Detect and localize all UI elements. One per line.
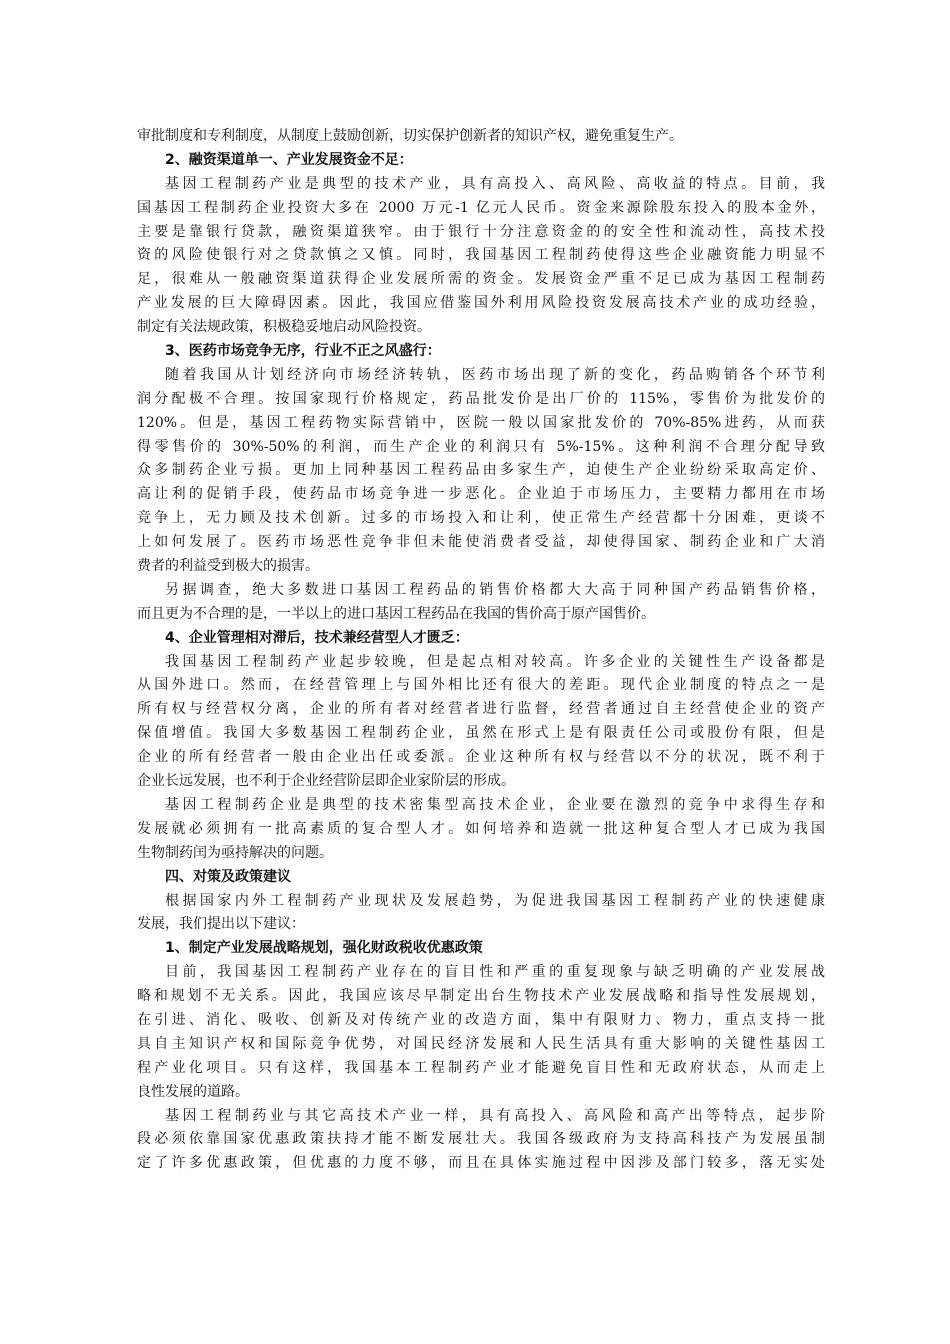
paragraph-line: 在引进、消化、吸收、创新及对传统产业的改造方面，集中有限财力、物力，重点支持一批 — [137, 1011, 825, 1028]
paragraph — [137, 651, 825, 794]
paragraph-line: 众多制药企业亏损。更加上同种基因工程药品由多家生产，迫使生产企业纷纷采取高定价、 — [137, 462, 825, 479]
paragraph-line: 我国基因工程制药产业起步较晚，但是起点相对较高。许多企业的关键性生产设备都是 — [165, 653, 825, 670]
paragraph-line: 段必须依靠国家优惠政策扶持才能不断发展壮大。我国各级政府为支持高科技产为发展虽制 — [137, 1131, 825, 1148]
paragraph-line: 高让利的促销手段，使药品市场竞争进一步恶化。企业迫于市场压力，主要精力都用在市场 — [137, 486, 825, 503]
paragraph-line: 定了许多优惠政策，但优惠的力度不够，而且在具体实施过程中因涉及部门较多，落无实处 — [137, 1155, 825, 1172]
paragraph-line: 基因工程制药企业是典型的技术密集型高技术企业，企业要在激烈的竞争中求得生存和 — [165, 796, 825, 813]
document-page — [137, 125, 825, 1176]
paragraph — [137, 1105, 825, 1177]
paragraph — [137, 890, 825, 938]
paragraph-line: 产业发展的巨大障碍因素。因此，我国应借鉴国外利用风险投资发展高技术产业的成功经验， — [137, 295, 825, 312]
paragraph-line: 随着我国从计划经济向市场经济转轨，医药市场出现了新的变化，药品购销各个环节利 — [165, 366, 825, 383]
paragraph — [137, 364, 825, 579]
paragraph-line: 具自主知识产权和国际竞争优势，对国民经济发展和人民生活具有重大影响的关键性基因工 — [137, 1035, 825, 1052]
paragraph — [137, 579, 825, 627]
section-heading: 3、医药市场竞争无序，行业不正之风盛行： — [165, 343, 441, 360]
paragraph-line: 基因工程制药产业是典型的技术产业，具有高投入、高风险、高收益的特点。目前，我 — [165, 175, 825, 192]
section-heading: 2、融资渠道单一、产业发展资金不足： — [165, 151, 413, 168]
paragraph-line: 企业的所有经营者一般由企业出任或委派。企业这种所有权与经营以不分的状况，既不利于 — [137, 749, 825, 766]
paragraph-line: 根据国家内外工程制药产业现状及发展趋势，为促进我国基因工程制药产业的快速健康 — [165, 892, 825, 909]
paragraph-line: 费者的利益受到极大的损害。 — [137, 558, 319, 575]
section-heading: 四、对策及政策建议 — [165, 868, 291, 885]
paragraph-line: 另据调查，绝大多数进口基因工程药品的销售价格都大大高于同种国产药品销售价格， — [165, 581, 825, 598]
paragraph-line: 竞争上，无力顾及技术创新。过多的市场投入和让利，使正常生产经营都十分困难，更谈不 — [137, 510, 825, 527]
paragraph — [137, 125, 825, 149]
paragraph-line: 良性发展的道路。 — [137, 1083, 249, 1100]
paragraph — [137, 961, 825, 1104]
paragraph — [137, 794, 825, 866]
paragraph-line: 基因工程制药业与其它高技术产业一样，具有高投入、高风险和高产出等特点，起步阶 — [165, 1107, 825, 1124]
paragraph-line: 略和规划不无关系。因此，我国应该尽早制定出台生物技术产业发展战略和指导性发展规划， — [137, 988, 825, 1005]
paragraph-line: 目前，我国基因工程制药产业存在的盲目性和严重的重复现象与缺乏明确的产业发展战 — [165, 964, 825, 981]
paragraph-line: 发展，我们提出以下建议： — [137, 916, 305, 933]
paragraph-line: 审批制度和专利制度，从制度上鼓励创新，切实保护创新者的知识产权，避免重复生产。 — [137, 128, 683, 144]
paragraph-line: 上如何发展了。医药市场恶性竞争非但未能使消费者受益，却使得国家、制药企业和广大消 — [137, 534, 825, 551]
paragraph-line: 生物制药闰为亟持解决的问题。 — [137, 844, 333, 861]
paragraph-line: 主要是靠银行贷款，融资渠道狭窄。由于银行十分注意资金的的安全性和流动性，高技术投 — [137, 223, 825, 240]
paragraph-line: 保值增值。我国大多数基因工程制药企业，虽然在形式上是有限责任公司或股份有限，但是 — [137, 725, 825, 742]
paragraph-line: 制定有关法规政策，积极稳妥地启动风险投资。 — [137, 319, 431, 336]
paragraph-line: 从国外进口。然而，在经营管理上与国外相比还有很大的差距。现代企业制度的特点之一是 — [137, 677, 825, 694]
paragraph-line: 得零售价的 30%-50%的利润，而生产企业的利润只有 5%-15%。这种利润不合理分配导致 — [137, 438, 825, 455]
paragraph-line: 120%。但是，基因工程药物实际营销中，医院一般以国家批发价的 70%-85%进药，从而获 — [137, 414, 825, 431]
paragraph-line: 足，很难从一般融资渠道获得企业发展所需的资金。发展资金严重不足已成为基因工程制药 — [137, 271, 825, 288]
paragraph-line: 资的风险使银行对之贷款慎之又慎。同时，我国基因工程制药使得这些企业融资能力明显不 — [137, 247, 825, 264]
paragraph-line: 国基因工程制药企业投资大多在 2000 万元-1 亿元人民币。资金来源除股东投入的股本金外， — [137, 199, 825, 216]
paragraph-line: 而且更为不合理的是，一半以上的进口基因工程药品在我国的售价高于原产国售价。 — [137, 605, 655, 622]
paragraph-line: 企业长远发展，也不利于企业经营阶层即企业家阶层的形成。 — [137, 773, 515, 790]
paragraph — [137, 173, 825, 340]
section-heading: 1、制定产业发展战略规划，强化财政税收优惠政策 — [165, 940, 483, 957]
paragraph-line: 润分配极不合理。按国家现行价格规定，药品批发价是出厂价的 115%，零售价为批发价的 — [137, 390, 825, 407]
section-heading: 4、企业管理相对滞后，技术兼经营型人才匮乏： — [165, 629, 469, 646]
paragraph-line: 程产业化项目。只有这样，我国基本工程制药产业才能避免盲目性和无政府状态，从而走上 — [137, 1059, 825, 1076]
paragraph-line: 发展就必须拥有一批高素质的复合型人才。如何培养和造就一批这种复合型人才已成为我国 — [137, 820, 825, 837]
paragraph-line: 所有权与经营权分离，企业的所有者对经营者进行监督，经营者通过自主经营使企业的资产 — [137, 701, 825, 718]
